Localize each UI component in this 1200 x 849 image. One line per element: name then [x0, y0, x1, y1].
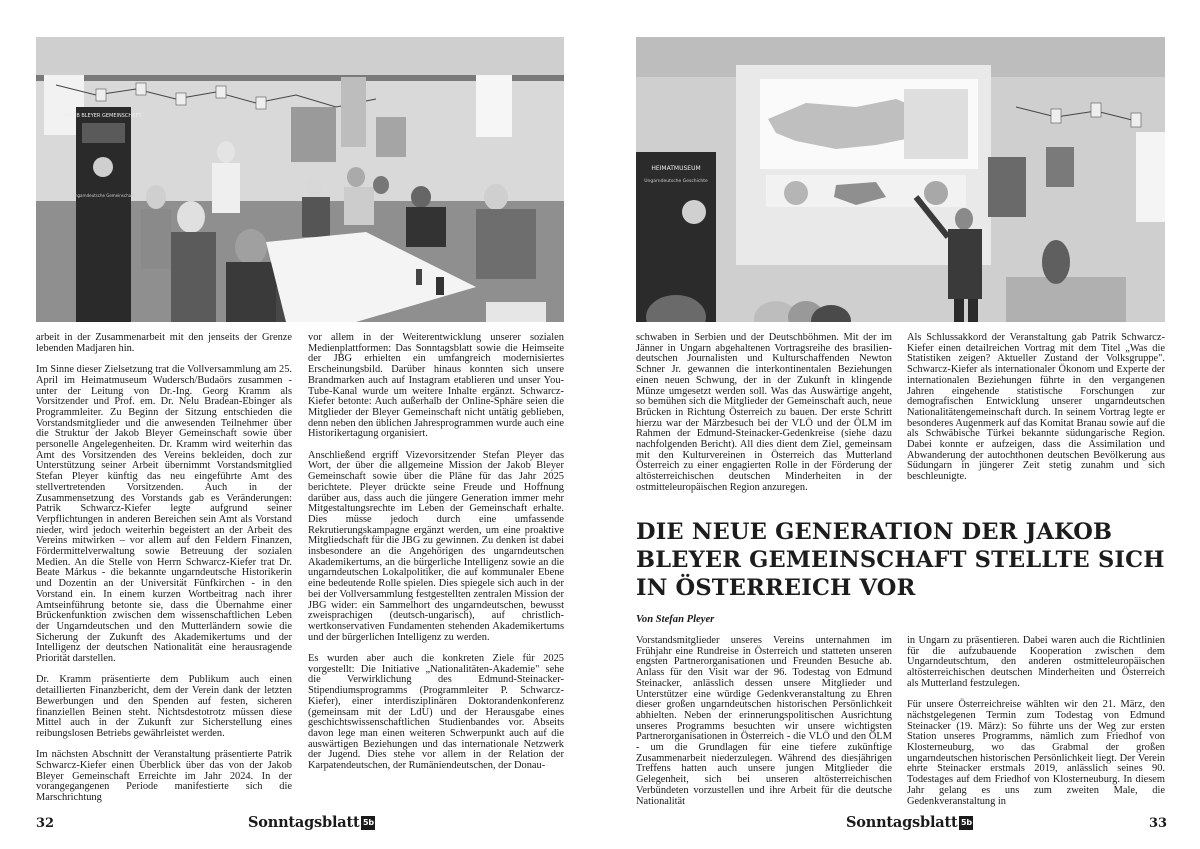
right-top-column-1 [636, 333, 892, 494]
publication-brand [846, 814, 973, 831]
museum-banner-subtitle: Ungarndeutsche Geschichte [644, 179, 708, 184]
paragraph: Vorstandsmitglieder unseres Vereins unternahmen im Frühjahr eine Rundreise in Österreich und statteten unseren engsten Partnerorganisationen und Freunden Besuche ab. Anlass für den Visit war der 96. Todestag von Edmund Steinacker, anlässlich dessen unsere Mitglieder und Unterstützer eine würdige Gedenkveranstaltung zu Ehren dieser großen ungarndeutschen historischen Persönlichkeit abhielten. Neben der erinnerungspolitischen Ausrichtung unseres Programms besuchten wir unsere wichtigsten Partnerorganisationen in Österreich - die VLÖ und den ÖLM - um die Grundlagen für eine tiefere zukünftige Zusammenarbeit niederzulegen. Während des diesjährigen Treffens hatten auch unsere jungen Mitglieder die Gelegenheit, sich bei unseren altösterreichischen Verbündeten vorzustellen und ihre Arbeit für die deutsche Nationalität [636, 635, 892, 807]
banner-title: JAKOB BLEYER GEMEINSCHAFT [64, 113, 142, 119]
right-bottom-column-1 [636, 636, 892, 807]
paragraph: vor allem in der Weiterentwicklung unserer sozialen Medienplattformen: Das Sonntagsblatt sowie die Heimseite der JBG erhielten ein umfangreich modernisiertes Erscheinungsbild. Darüber hinaus konnten sich unsere Brandmarken auch auf Instagram etablieren und unser You-Tube-Kanal wurde um weitere Inhalte ergänzt. Schwarcz-Kiefer betonte: Auch außerhalb der Online-Sphäre seien die Mitglieder der Bleyer Gemeinschaft nicht untätig geblieben, denn neben den üblichen Jahresprogrammen wurde auch eine Historikertagung organisiert. [308, 332, 564, 440]
right-page [600, 0, 1200, 849]
publication-logo-mark: 5b [361, 816, 375, 830]
publication-name: Sonntagsblatt [248, 814, 360, 831]
article-byline: Von Stefan Pleyer [636, 614, 715, 625]
paragraph: Es wurden aber auch die konkreten Ziele für 2025 vorgestellt: Die Initiative „Nationalitäten-Akademie" sehe die Verwirklichung des Edmund-Steinacker-Stipendiumsprogramms (Programmleiter P. Schwarcz-Kiefer), einer interdisziplinären Doktorandenkonferenz (gemeinsam mit der LdU) und der Herausgabe eines geschichtswissenschaftlichen Studienbandes vor. Abseits davon lege man einen weiteren Schwerpunkt auch auf die auswärtigen Beziehungen und das internationale Netzwerk der Jugend. Dies stehe vor allem in der Relation der Karpatendeutschen, der Rumäniendeutschen, der Donau- [308, 653, 564, 772]
publication-logo-mark: 5b [959, 816, 973, 830]
paragraph: Dr. Kramm präsentierte dem Publikum auch einen detaillierten Finanzbericht, dem der Verein dank der letzten Bewerbungen und den Spenden auf festen, sicheren finanziellen Beinen steht. Nichtsdestotrotz müssen diese Mittel auch in der Zukunft zur Sicherstellung eines reibungslosen Betriebs gewährleistet werden. [36, 674, 292, 739]
paragraph: schwaben in Serbien und der Deutschböhmen. Mit der im Jänner in Ungarn abgehaltenen Vortragsreihe des brasilien-deutschen Journalisten und Kulturschaffenden Newton Schner Jr. gewannen die interkontinentalen Beziehungen einen neuen Schwung, der in der Zukunft in klingende Münze umgesetzt werden soll. Was das Auswärtige angeht, so bemühen sich die Mitglieder der Gemeinschaft auch, neue Brücken in Richtung Österreich zu bauen. Der erste Schritt hierzu war der Märzbesuch bei der VLÖ und der ÖLM im Rahmen der Edmund-Steinacker-Gedenkreise (siehe dazu nachfolgenden Bericht). All dies dient dem Ziel, gemeinsam mit den Kulturvereinen in Österreich das Mutterland Österreich zu einer engagierten Rolle in der Förderung der altösterreichischen deutschen Minderheiten in der ostmitteleuropäischen Region anzuregen. [636, 332, 892, 493]
right-top-column-2 [907, 333, 1165, 483]
meeting-photo [36, 37, 564, 322]
publication-brand [248, 814, 375, 831]
paragraph: arbeit in der Zusammenarbeit mit den jenseits der Grenze lebenden Madjaren hin. [36, 332, 292, 354]
banner-subtitle: Ungarndeutsche Gemeinschaft [72, 193, 134, 198]
museum-banner-title: HEIMATMUSEUM [651, 165, 701, 172]
paragraph: Anschließend ergriff Vizevorsitzender Stefan Pleyer das Wort, der über die allgemeine Mission der Jakob Bleyer Gemeinschaft sowie über die Pläne für das Jahr 2025 berichtete. Pleyer drückte seine Freude und Hoffnung darüber aus, dass auch die jüngere Generation immer mehr Mitgestaltungsrechte im Leben der Gemeinschaft erhalte. Dies müsse jedoch durch eine umfassende Rekrutierungskampagne ergänzt werden, um eine proaktive Mitgliedschaft für die JBG zu gewinnen. Zu denken ist dabei insbesondere an die Angehörigen des ungarndeutschen Akademikertums, an die bürgerliche Intelligenz sowie an die ungarndeutschen Lokalpolitiker, die auf kommunaler Ebene eine bedeutende Rolle spielen. Dies spiegele sich auch in der bei der Vollversammlung festgestellten zentralen Mission der JBG wider: ein Sammelhort des ungarndeutschen, bewusst zweisprachigen (deutsch-ungarisch), auf christlich-wertkonservativen Fundamenten stehenden Akademikertums und der bürgerlichen Intelligenz zu werden. [308, 449, 564, 643]
publication-name: Sonntagsblatt [846, 814, 958, 831]
right-bottom-column-2 [907, 636, 1165, 807]
paragraph: in Ungarn zu präsentieren. Dabei waren auch die Richtlinien für die aufzubauende Kooperation zwischen dem Ungarndeutschtum, den anderen ostmitteleuropäischen altösterreichischen deutschen Minderheiten und Österreich als Mutterland festzulegen. [907, 635, 1165, 689]
paragraph: Als Schlussakkord der Veranstaltung gab Patrik Schwarcz-Kiefer einen detailreichen Vortrag mit dem Titel „Was die Statistiken zeigen? Aktueller Zustand der Volksgruppe". Schwarcz-Kiefer als internationaler Ökonom und Experte der internationalen Beziehungen führte in den vergangenen Jahren eingehende statistische Forschungen zur demografischen Entwicklung unserer ungarndeutschen Nationalitätengemeinschaft durch. In seinem Vortrag legte er besonderes Augenmerk auf das Komitat Branau sowie auf die als Schwäbische Türkei bekannte südungarische Region. Dabei konnte er aufzeigen, dass die Assimilation und Abwanderung der autochthonen deutschen Bevölkerung aus Südungarn in jüngerer Zeit stetig zunahm und sich beschleunigte. [907, 332, 1165, 483]
paragraph: Im Sinne dieser Zielsetzung trat die Vollversammlung am 25. April im Heimatmuseum Wudersch/Budaörs zusammen - unter der Leitung von Dr.-Ing. Georg Kramm als Vorsitzender und Prof. em. Dr. Nelu Bradean-Ebinger als Programmleiter. Zu Beginn der Sitzung entschieden die Vorstandsmitglieder und die anwesenden Teilnehmer über die Struktur der Jakob Bleyer Gemeinschaft sowie über personelle Angelegenheiten. Dr. Kramm wird weiterhin das Amt des Vorsitzenden des Vereins bekleiden, doch zur Unterstützung seiner Arbeit übernimmt Vorstandsmitglied Stefan Pleyer künftig das neu eingeführte Amt des stellvertretenden Vorsitzenden. Auch in der Zusammensetzung des Vorstands gab es Veränderungen: Patrik Schwarcz-Kiefer legte aufgrund seiner Verpflichtungen in anderen Bereichen sein Amt als Vorstand nieder, wird jedoch weiterhin begeistert an der Arbeit des Vereins mitwirken – vor allem auf den Feldern Finanzen, Fördermittelverwaltung sowie Betreuung der sozialen Medien. An die Stelle von Herrn Schwarcz-Kiefer trat Dr. Beate Márkus - die bekannte ungarndeutsche Historikerin und Dozentin an der Universität Fünfkirchen - in den Vorstand ein. In einem kurzen Wortbeitrag nach ihrer Amtseinführung betonte sie, dass die Übernahme einer Brückenfunktion zwischen dem wissenschaftlichen Leben der Ungarndeutschen und den Mutterländern sowie die Sicherung der Zukunft des Akademikertums und der Intelligenz der deutschen Nationalität eine herausragende Priorität darstellen. [36, 364, 292, 665]
paragraph: Im nächsten Abschnitt der Veranstaltung präsentierte Patrik Schwarcz-Kiefer einen Überblick über das von der Jakob Bleyer Gemeinschaft Erreichte im Jahr 2024. In der vorangegangenen Periode manifestierte sich die Marschrichtung [36, 749, 292, 804]
presentation-photo [636, 37, 1165, 322]
article-headline: DIE NEUE GENERATION DER JAKOB BLEYER GEMEINSCHAFT STELLTE SICH IN ÖSTERREICH VOR [636, 519, 1165, 601]
page-number: 32 [36, 816, 55, 831]
paragraph: Für unsere Österreichreise wählten wir den 21. März, den nächstgelegenen Termin zum Todestag von Edmund Steinacker (19. März): So führte uns der Weg zur ersten Station unseres Programms, nämlich zum Friedhof von Klosterneuburg, wo das Grabmal der großen ungarndeutschen historischen Persönlichkeit liegt. Der Verein ehrte Steinacker erstmals 2019, anlässlich seines 90. Todestages auf dem Friedhof von Klosterneuburg. In diesem Jahr gelang es uns zum zweiten Male, die Gedenkveranstaltung in [907, 699, 1165, 807]
left-column-1 [36, 333, 292, 804]
page-number: 33 [1149, 816, 1168, 831]
left-column-2 [308, 333, 564, 772]
